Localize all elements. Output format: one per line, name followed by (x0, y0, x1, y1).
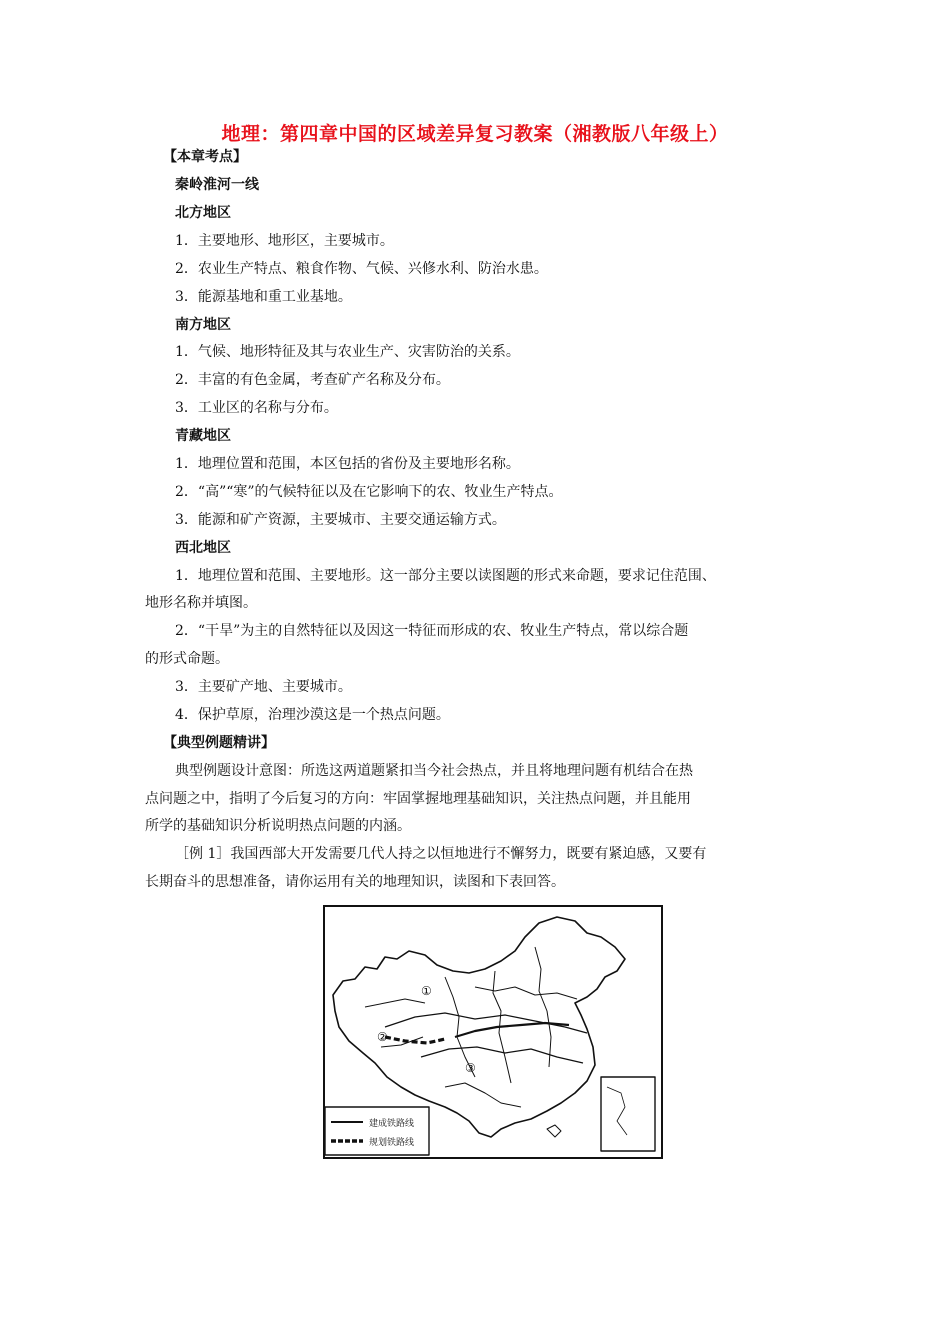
country-outline (333, 917, 625, 1137)
legend-planned-label: 规划铁路线 (369, 1138, 415, 1148)
heading-north: 北方地区 (175, 205, 231, 221)
map-marker-3: ③ (465, 1061, 476, 1075)
list-item-continued: 地形名称并填图。 (145, 595, 257, 611)
list-item: 3．能源基地和重工业基地。 (175, 289, 352, 305)
heading-south: 南方地区 (175, 317, 231, 333)
china-railway-map (323, 905, 663, 1159)
list-item: 3．能源和矿产资源，主要城市、主要交通运输方式。 (175, 512, 506, 528)
list-item: 1．地理位置和范围、主要地形。这一部分主要以读图题的形式来命题，要求记住范围、 (175, 568, 716, 584)
list-item: 1．地理位置和范围，本区包括的省份及主要地形名称。 (175, 456, 520, 472)
section-header-examples: 【典型例题精讲】 (163, 735, 275, 751)
document-title: 地理：第四章中国的区域差异复习教案（湘教版八年级上） (221, 123, 729, 145)
legend-built-label: 建成铁路线 (369, 1119, 415, 1129)
map-marker-1: ① (421, 984, 432, 998)
paragraph-line: ［例 1］我国西部大开发需要几代人持之以恒地进行不懈努力，既要有紧迫感，又要有 (175, 846, 707, 862)
map-marker-2: ② (377, 1030, 388, 1044)
heading-northwest: 西北地区 (175, 540, 231, 556)
map-drawing (325, 907, 661, 1157)
list-item: 2．“高”“寒”的气候特征以及在它影响下的农、牧业生产特点。 (175, 484, 563, 500)
list-item-continued: 的形式命题。 (145, 651, 229, 667)
list-item: 2．农业生产特点、粮食作物、气候、兴修水利、防治水患。 (175, 261, 548, 277)
paragraph-line: 典型例题设计意图：所选这两道题紧扣当今社会热点，并且将地理问题有机结合在热 (175, 763, 693, 779)
paragraph-line: 长期奋斗的思想准备，请你运用有关的地理知识，读图和下表回答。 (145, 874, 565, 890)
heading-qingzang: 青藏地区 (175, 428, 231, 444)
paragraph-line: 点问题之中，指明了今后复习的方向：牢固掌握地理基础知识，关注热点问题，并且能用 (145, 791, 691, 807)
heading-qinling: 秦岭淮河一线 (175, 177, 259, 193)
section-header-kaodian: 【本章考点】 (163, 149, 247, 165)
list-item: 3．主要矿产地、主要城市。 (175, 679, 352, 695)
railway-built (455, 1023, 569, 1037)
list-item: 4．保护草原，治理沙漠这是一个热点问题。 (175, 707, 450, 723)
list-item: 2．丰富的有色金属，考查矿产名称及分布。 (175, 372, 450, 388)
list-item: 3．工业区的名称与分布。 (175, 400, 338, 416)
list-item: 1．气候、地形特征及其与农业生产、灾害防治的关系。 (175, 344, 520, 360)
list-item: 2．“干旱”为主的自然特征以及因这一特征而形成的农、牧业生产特点，常以综合题 (175, 623, 689, 639)
list-item: 1．主要地形、地形区，主要城市。 (175, 233, 394, 249)
paragraph-line: 所学的基础知识分析说明热点问题的内涵。 (145, 818, 411, 834)
